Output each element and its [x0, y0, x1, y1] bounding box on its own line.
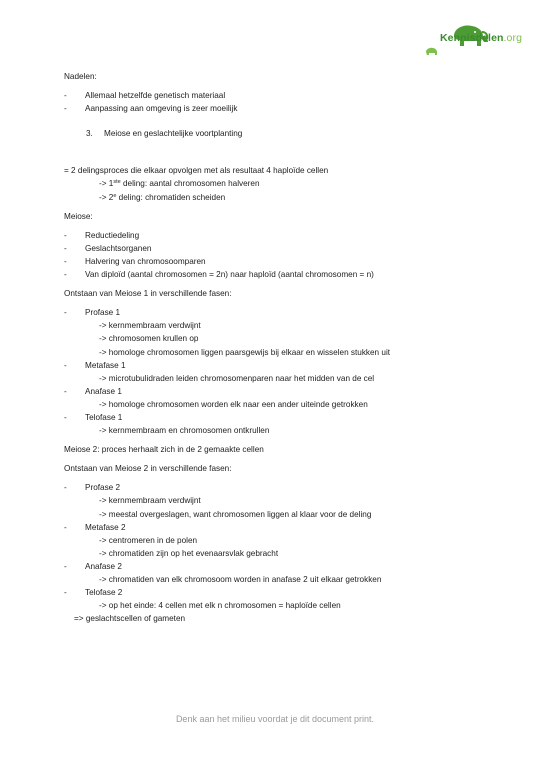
phase-name: - Metafase 1 [64, 360, 126, 370]
document-body [64, 70, 504, 625]
logo-text: Kennisdelen.org [440, 32, 523, 44]
phase-detail: -> microtubulidraden leiden chromosomenparen naar het midden van de cel [99, 373, 375, 383]
intro-first-division: -> 1ste deling: aantal chromosomen halveren [99, 179, 260, 189]
phase-detail: -> kernmembraam verdwijnt [99, 321, 201, 331]
phase-name: - Metafase 2 [64, 522, 126, 532]
site-logo[interactable] [420, 22, 532, 58]
phase-detail: -> meestal overgeslagen, want chromosomen liggen al klaar voor de deling [99, 509, 372, 519]
phase-detail: -> op het einde: 4 cellen met elk n chromosomen = haploïde cellen [99, 601, 341, 611]
meiose-item: - Van diploïd (aantal chromosomen = 2n) naar haploïd (aantal chromosomen = n) [64, 270, 374, 280]
nadelen-item: - Allemaal hetzelfde genetisch materiaal [64, 91, 226, 101]
phase-detail: -> chromatiden zijn op het evenaarsvlak gebracht [99, 548, 279, 558]
phase-detail: -> chromosomen krullen op [99, 334, 199, 344]
intro-second-division: -> $2^e$ deling: chromatiden scheiden [99, 192, 226, 202]
meiose-item: - Geslachtsorganen [64, 243, 152, 253]
meiose1-heading: Ontstaan van Meiose 1 in verschillende fasen: [64, 289, 232, 299]
phase-detail: -> homologe chromosomen liggen paarsgewijs bij elkaar en wisselen stukken uit [99, 347, 391, 357]
meiose-item: - Halvering van chromosoomparen [64, 256, 206, 266]
nadelen-item: - Aanpassing aan omgeving is zeer moeilijk [64, 104, 238, 114]
nadelen-heading: Nadelen: [64, 72, 97, 81]
phase-detail: -> chromatiden van elk chromosoom worden in anafase 2 uit elkaar getrokken [99, 575, 382, 584]
phase-name: - Telofase 1 [64, 412, 123, 422]
phase-detail: -> kernmembraam verdwijnt [99, 496, 201, 506]
intro-definition: = 2 delingsproces die elkaar opvolgen met als resultaat 4 haploïde cellen [64, 166, 329, 176]
phase-detail: -> homologe chromosomen worden elk naar een ander uiteinde getrokken [99, 399, 368, 409]
meiose-item: - Reductiedeling [64, 230, 140, 240]
phase-name: - Profase 1 [64, 308, 121, 318]
meiose-heading: Meiose: [64, 211, 93, 221]
footer-note: Denk aan het milieu voordat je dit document print. [175, 714, 375, 724]
meiose2-heading: Ontstaan van Meiose 2 in verschillende fasen: [64, 464, 232, 474]
phase-name: - Profase 2 [64, 483, 121, 493]
meiose2-note: Meiose 2: proces herhaalt zich in de 2 gemaakte cellen [64, 445, 264, 455]
conclusion: => geslachtscellen of gameten [74, 614, 186, 624]
phase-name: - Anafase 1 [64, 386, 122, 396]
phase-detail: -> kernmembraam en chromosomen ontkrullen [99, 426, 270, 436]
phase-name: - Anafase 2 [64, 561, 122, 571]
section-heading: 3. Meiose en geslachtelijke voortplanting [86, 129, 243, 139]
phase-name: - Telofase 2 [64, 588, 123, 598]
phase-detail: -> centromeren in de polen [99, 535, 198, 545]
